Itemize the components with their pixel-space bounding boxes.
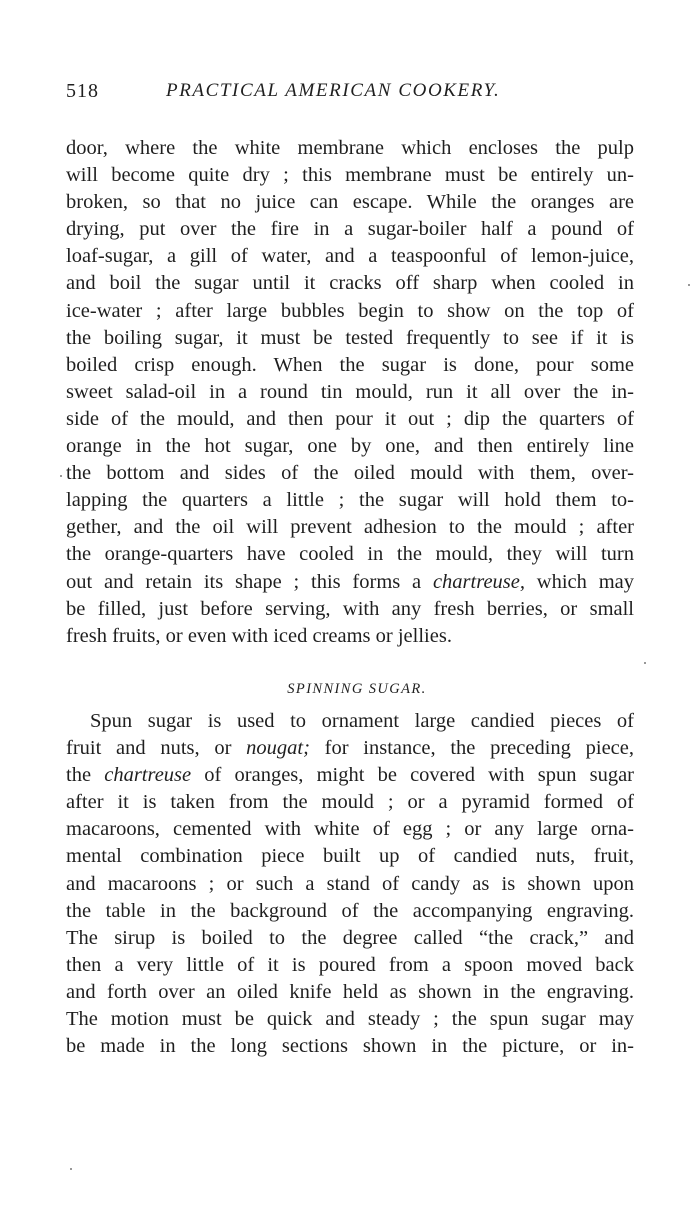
section-heading-text: SPINNING SUGAR. [287,681,427,697]
text-line [66,569,634,596]
text-line: the orange-quarters have cooled in the mould, they will turn [66,543,634,566]
text-line: the bottom and sides of the oiled mould with them, over- [66,462,634,485]
italic-term: nougat; [246,737,310,760]
text-line: macaroons, cemented with white of egg ; or any large orna- [66,818,634,841]
text-run: of oranges, might be covered with spun sugar [191,764,635,787]
text-line: side of the mould, and then pour it out ; dip the quarters of [66,407,634,430]
text-line: fresh fruits, or even with iced creams or jellies. [66,624,452,647]
paper-speck [70,1168,72,1170]
text-line: be made in the long sections shown in the picture, or in- [66,1035,634,1058]
paper-speck [60,475,62,477]
text-line: will become quite dry ; this membrane must be entirely un- [66,164,634,187]
italic-term: chartreuse [104,764,192,787]
text-line: Spun sugar is used to ornament large candied pieces of [90,710,634,732]
text-line: then a very little of it is poured from a spoon moved back [66,953,634,976]
page-number: 518 [66,80,99,102]
text-line: ice-water ; after large bubbles begin to show on the top of [66,299,634,322]
running-title: PRACTICAL AMERICAN COOKERY. [166,80,501,101]
text-run: for instance, the preceding piece, [309,737,634,760]
text-run: out and retain its shape ; this forms a [66,570,433,593]
section-heading [0,681,700,698]
text-line: door, where the white membrane which encloses the pulp [66,137,634,159]
text-line: gether, and the oil will prevent adhesion to the mould ; after [66,516,634,539]
text-line: broken, so that no juice can escape. While the oranges are [66,191,634,214]
text-run: fruit and nuts, or [66,737,247,760]
text-line: The motion must be quick and steady ; the spun sugar may [66,1008,634,1031]
text-line [66,735,634,762]
paper-speck [688,284,690,286]
text-line: be filled, just before serving, with any fresh berries, or small [66,597,634,620]
text-line: sweet salad-oil in a round tin mould, run it all over the in- [66,380,634,403]
text-line: and boil the sugar until it cracks off sharp when cooled in [66,272,634,295]
paragraph-continued [66,135,634,650]
text-line: after it is taken from the mould ; or a pyramid formed of [66,791,634,814]
text-line: The sirup is boiled to the degree called “the crack,” and [66,926,634,949]
running-head [66,80,626,110]
text-line: mental combination piece built up of candied nuts, fruit, [66,845,634,868]
text-run: which may [525,570,634,593]
text-line: the table in the background of the accompanying engraving. [66,899,634,922]
paper-speck [644,662,646,664]
text-line: drying, put over the fire in a sugar-boiler half a pound of [66,218,634,241]
italic-term: chartreuse, [432,570,525,593]
text-line: lapping the quarters a little ; the sugar will hold them to- [66,489,634,512]
text-line: the boiling sugar, it must be tested frequently to see if it is [66,326,634,349]
text-line: and forth over an oiled knife held as shown in the engraving. [66,980,634,1003]
text-run: the [66,764,105,787]
text-line: loaf-sugar, a gill of water, and a teaspoonful of lemon-juice, [66,245,634,268]
paragraph-spinning-sugar [66,708,634,1060]
text-line: orange in the hot sugar, one by one, and then entirely line [66,435,634,458]
text-line: boiled crisp enough. When the sugar is done, pour some [66,353,634,376]
text-line: and macaroons ; or such a stand of candy as is shown upon [66,872,634,895]
text-line [66,762,634,789]
